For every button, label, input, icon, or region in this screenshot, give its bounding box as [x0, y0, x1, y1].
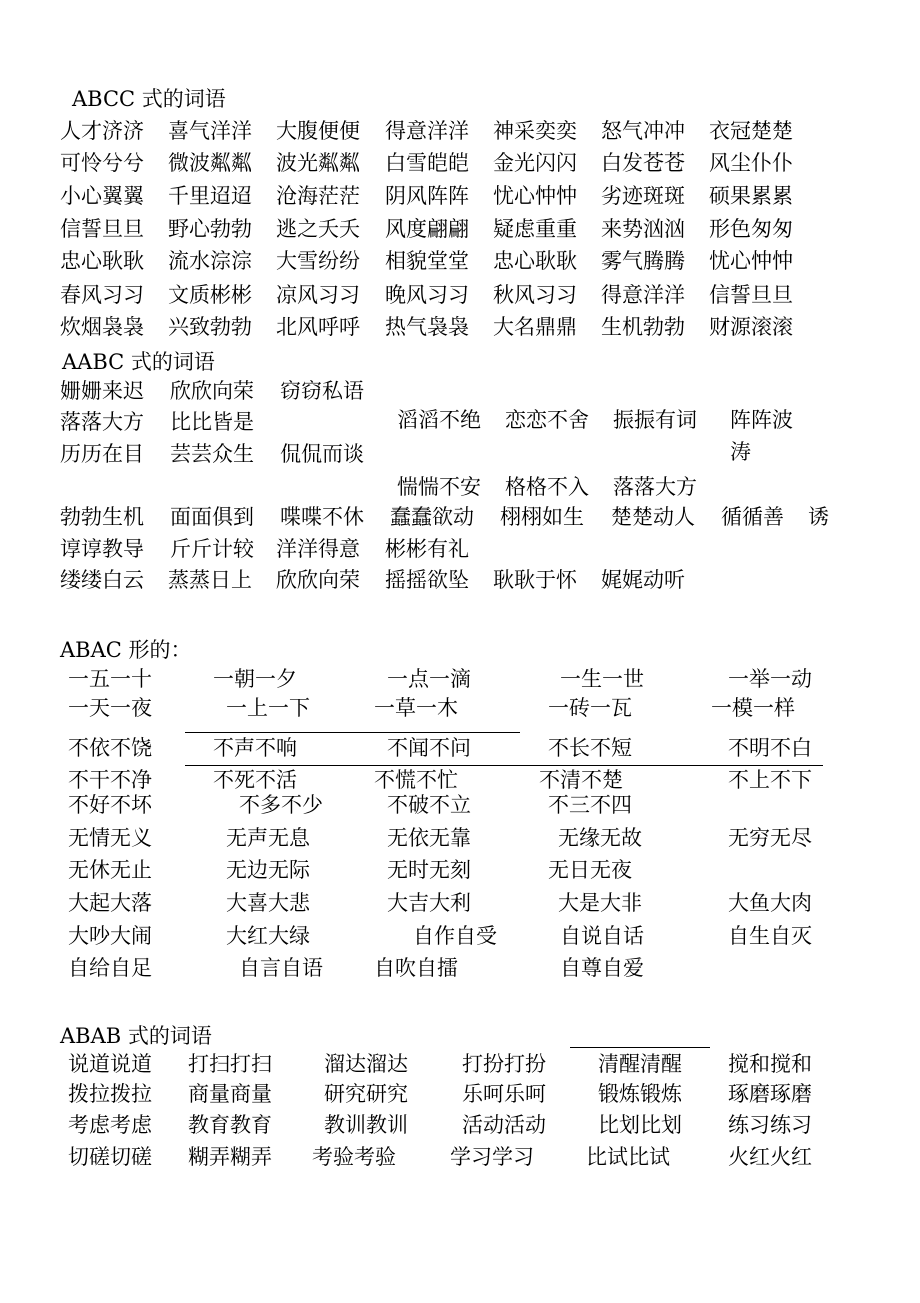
word-item: 考验考验	[312, 1145, 396, 1169]
word-item: 忧心忡忡	[493, 184, 577, 208]
word-item: 不三不四	[548, 793, 632, 817]
word-item: 不上不下	[728, 768, 812, 792]
section-heading-abcc: ABCC 式的词语	[72, 87, 226, 111]
word-item: 窃窃私语	[280, 379, 364, 403]
word-item: 一生一世	[560, 667, 644, 691]
word-item: 形色匆匆	[709, 217, 793, 241]
word-item: 微波粼粼	[168, 151, 252, 175]
word-item: 流水淙淙	[168, 249, 252, 273]
word-item: 春风习习	[60, 283, 144, 307]
word-item: 硕果累累	[709, 184, 793, 208]
word-item: 蒸蒸日上	[168, 568, 252, 592]
word-item: 得意洋洋	[601, 283, 685, 307]
word-item: 欣欣向荣	[276, 568, 360, 592]
word-item: 搅和搅和	[728, 1052, 812, 1076]
word-item: 逃之夭夭	[276, 217, 360, 241]
word-item: 滔滔不绝	[397, 408, 481, 432]
word-item: 自说自话	[560, 924, 644, 948]
word-item: 姗姗来迟	[60, 379, 144, 403]
word-item: 教训教训	[324, 1113, 408, 1137]
word-item: 清醒清醒	[598, 1052, 682, 1076]
word-item: 自生自灭	[728, 924, 812, 948]
word-item: 大起大落	[68, 891, 152, 915]
word-item: 小心翼翼	[60, 184, 144, 208]
word-item: 比试比试	[586, 1145, 670, 1169]
word-item: 来势汹汹	[601, 217, 685, 241]
word-item: 历历在目	[60, 442, 144, 466]
word-item: 无声无息	[226, 826, 310, 850]
word-item: 不多不少	[239, 793, 323, 817]
divider-line	[185, 732, 520, 733]
word-item: 摇摇欲坠	[385, 568, 469, 592]
word-item: 财源滚滚	[709, 315, 793, 339]
word-item: 恋恋不舍	[505, 408, 589, 432]
section-heading-abac: ABAC 形的：	[60, 638, 192, 662]
word-item: 打扮打扮	[462, 1052, 546, 1076]
word-item: 诱	[808, 505, 829, 529]
word-item: 一点一滴	[387, 667, 471, 691]
word-item: 大吉大利	[387, 891, 471, 915]
word-item: 勃勃生机	[60, 505, 144, 529]
word-item: 无缘无故	[558, 826, 642, 850]
word-item: 雾气腾腾	[601, 249, 685, 273]
word-item: 无日无夜	[548, 858, 632, 882]
word-item: 循循善	[721, 505, 784, 529]
word-item: 千里迢迢	[168, 184, 252, 208]
word-item: 北风呼呼	[276, 315, 360, 339]
word-item: 研究研究	[324, 1082, 408, 1106]
word-item: 风度翩翩	[385, 217, 469, 241]
word-item: 大红大绿	[226, 924, 310, 948]
word-item: 风尘仆仆	[709, 151, 793, 175]
word-item: 衣冠楚楚	[709, 119, 793, 143]
word-item: 白发苍苍	[601, 151, 685, 175]
word-item: 一砖一瓦	[548, 696, 632, 720]
word-item: 白雪皑皑	[385, 151, 469, 175]
word-item: 拨拉拨拉	[68, 1082, 152, 1106]
section-heading-aabc: AABC 式的词语	[62, 350, 215, 374]
word-item: 耿耿于怀	[493, 568, 577, 592]
word-item: 不声不响	[213, 736, 297, 760]
word-item: 一草一木	[374, 696, 458, 720]
word-item: 不闻不问	[387, 736, 471, 760]
word-item: 一五一十	[68, 667, 152, 691]
word-item: 忧心忡忡	[709, 249, 793, 273]
word-item: 人才济济	[60, 119, 144, 143]
word-item: 不依不饶	[68, 736, 152, 760]
word-item: 大鱼大肉	[728, 891, 812, 915]
word-item: 不破不立	[387, 793, 471, 817]
word-item: 大雪纷纷	[276, 249, 360, 273]
word-item: 信誓旦旦	[709, 283, 793, 307]
word-item: 秋风习习	[493, 283, 577, 307]
word-item: 金光闪闪	[493, 151, 577, 175]
word-item: 教育教育	[188, 1113, 272, 1137]
word-item: 喋喋不休	[280, 505, 364, 529]
word-item: 火红火红	[728, 1145, 812, 1169]
word-item: 喜气洋洋	[168, 119, 252, 143]
word-item: 无休无止	[68, 858, 152, 882]
word-item: 溜达溜达	[324, 1052, 408, 1076]
word-item: 兴致勃勃	[168, 315, 252, 339]
word-item: 生机勃勃	[601, 315, 685, 339]
word-item: 不明不白	[728, 736, 812, 760]
word-item: 一举一动	[728, 667, 812, 691]
word-item: 打扫打扫	[188, 1052, 272, 1076]
word-item: 考虑考虑	[68, 1113, 152, 1137]
word-item: 可怜兮兮	[60, 151, 144, 175]
word-item: 阵阵波	[730, 408, 793, 432]
word-item: 晚风习习	[385, 283, 469, 307]
word-item: 无边无际	[226, 858, 310, 882]
word-item: 自作自受	[413, 924, 497, 948]
word-item: 芸芸众生	[170, 442, 254, 466]
word-item: 不死不活	[213, 768, 297, 792]
word-item: 斤斤计较	[170, 537, 254, 561]
word-item: 波光粼粼	[276, 151, 360, 175]
word-item: 无时无刻	[387, 858, 471, 882]
word-item: 相貌堂堂	[385, 249, 469, 273]
word-item: 大名鼎鼎	[493, 315, 577, 339]
word-item: 琢磨琢磨	[728, 1082, 812, 1106]
word-item: 自尊自爱	[560, 956, 644, 980]
word-item: 一朝一夕	[213, 667, 297, 691]
word-item: 得意洋洋	[385, 119, 469, 143]
word-item: 振振有词	[613, 408, 697, 432]
word-item: 怒气冲冲	[601, 119, 685, 143]
word-item: 不长不短	[548, 736, 632, 760]
word-item: 热气袅袅	[385, 315, 469, 339]
word-item: 练习练习	[728, 1113, 812, 1137]
word-item: 大腹便便	[276, 119, 360, 143]
word-item: 阴风阵阵	[385, 184, 469, 208]
word-item: 落落大方	[60, 410, 144, 434]
word-item: 洋洋得意	[276, 537, 360, 561]
word-item: 说道说道	[68, 1052, 152, 1076]
word-item: 彬彬有礼	[385, 537, 469, 561]
word-item: 大吵大闹	[68, 924, 152, 948]
word-item: 大喜大悲	[226, 891, 310, 915]
word-item: 一天一夜	[68, 696, 152, 720]
word-item: 疑虑重重	[493, 217, 577, 241]
word-item: 面面俱到	[170, 505, 254, 529]
word-item: 沧海茫茫	[276, 184, 360, 208]
word-item: 活动活动	[462, 1113, 546, 1137]
word-item: 大是大非	[558, 891, 642, 915]
word-item: 忠心耿耿	[493, 249, 577, 273]
word-item: 侃侃而谈	[280, 442, 364, 466]
divider-line	[185, 765, 823, 766]
word-item: 一上一下	[226, 696, 310, 720]
word-item: 不慌不忙	[374, 768, 458, 792]
word-item: 无情无义	[68, 826, 152, 850]
word-item: 锻炼锻炼	[598, 1082, 682, 1106]
word-item: 无穷无尽	[728, 826, 812, 850]
word-item: 糊弄糊弄	[188, 1145, 272, 1169]
word-item: 不清不楚	[539, 768, 623, 792]
word-item: 格格不入	[505, 475, 589, 499]
word-item: 忠心耿耿	[60, 249, 144, 273]
divider-line	[570, 1047, 710, 1048]
word-item: 乐呵乐呵	[462, 1082, 546, 1106]
word-item: 比划比划	[598, 1113, 682, 1137]
word-item: 自给自足	[68, 956, 152, 980]
word-item: 娓娓动听	[601, 568, 685, 592]
word-item: 自言自语	[239, 956, 323, 980]
word-item: 凉风习习	[276, 283, 360, 307]
word-item: 比比皆是	[170, 410, 254, 434]
word-item: 一模一样	[711, 696, 795, 720]
word-item: 缕缕白云	[60, 568, 144, 592]
word-item: 劣迹斑斑	[601, 184, 685, 208]
word-item: 谆谆教导	[60, 537, 144, 561]
word-item: 文质彬彬	[168, 283, 252, 307]
word-item: 学习学习	[450, 1145, 534, 1169]
word-item: 自吹自擂	[374, 956, 458, 980]
word-item: 欣欣向荣	[170, 379, 254, 403]
word-item: 信誓旦旦	[60, 217, 144, 241]
word-item: 野心勃勃	[168, 217, 252, 241]
word-item: 栩栩如生	[500, 505, 584, 529]
word-item: 不干不净	[68, 768, 152, 792]
word-item: 神采奕奕	[493, 119, 577, 143]
word-item: 切磋切磋	[68, 1145, 152, 1169]
section-heading-abab: ABAB 式的词语	[60, 1024, 212, 1048]
word-item: 楚楚动人	[611, 505, 695, 529]
word-item: 落落大方	[613, 475, 697, 499]
word-item: 惴惴不安	[397, 475, 481, 499]
word-item: 炊烟袅袅	[60, 315, 144, 339]
word-item: 蠢蠢欲动	[390, 505, 474, 529]
word-item: 商量商量	[188, 1082, 272, 1106]
word-item: 涛	[730, 440, 751, 464]
word-item: 无依无靠	[387, 826, 471, 850]
word-item: 不好不坏	[68, 793, 152, 817]
